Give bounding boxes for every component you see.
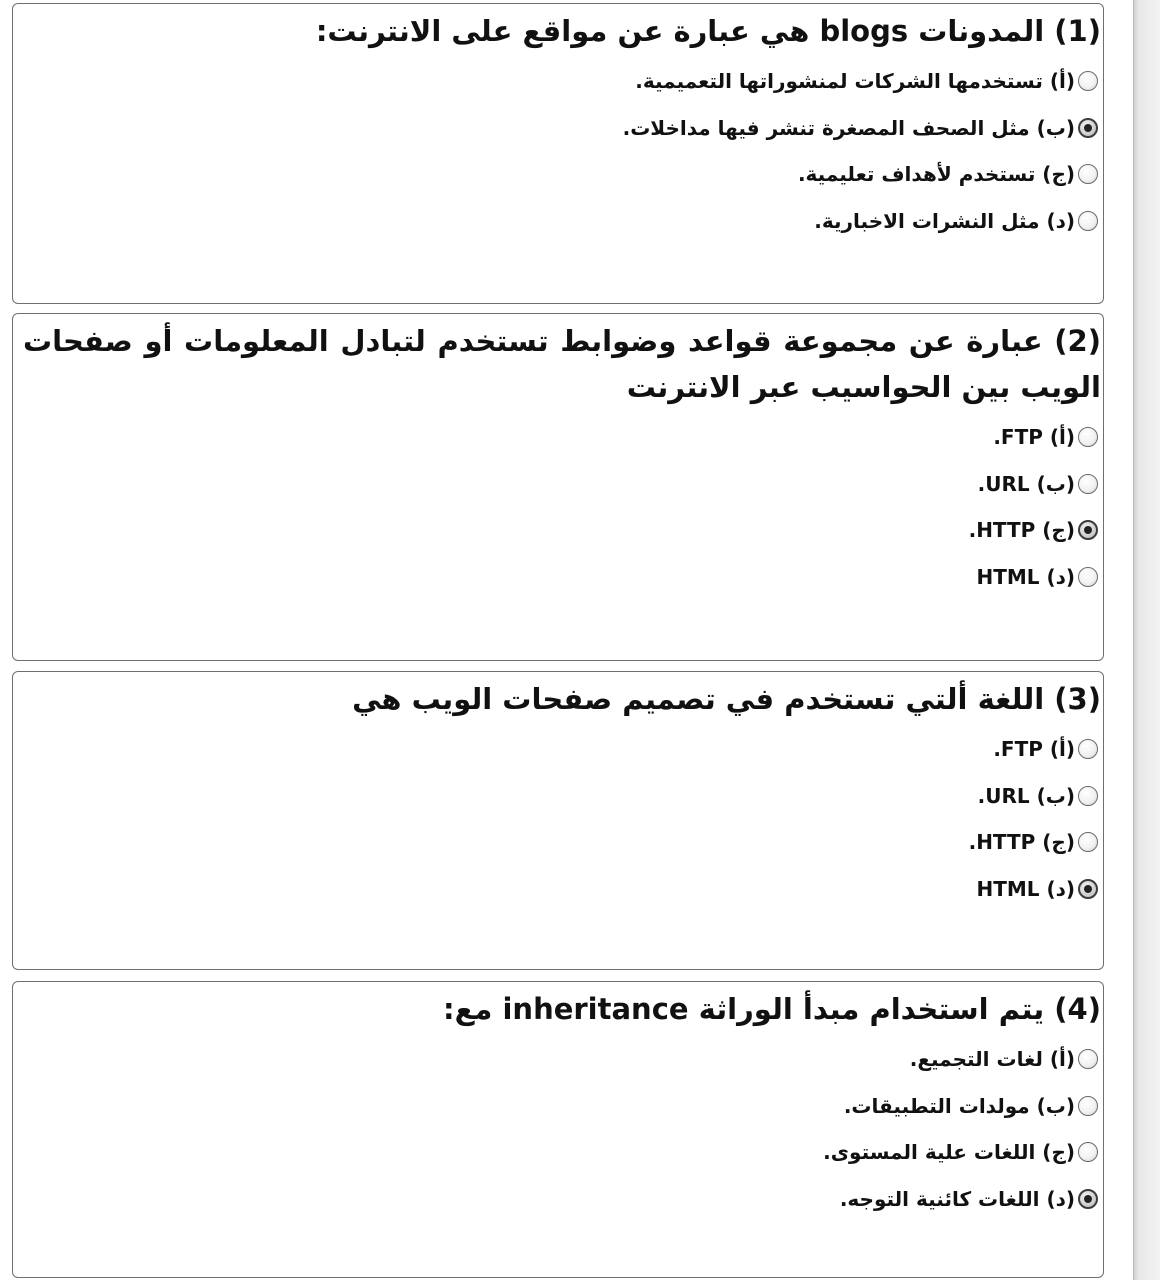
radio-button-icon[interactable]	[1078, 786, 1098, 806]
radio-button-icon[interactable]	[1078, 567, 1098, 587]
option-label: (ب) مثل الصحف المصغرة تنشر فيها مداخلات.	[622, 115, 1075, 140]
radio-button-icon[interactable]	[1078, 427, 1098, 447]
option-label: (ج) HTTP.	[968, 830, 1075, 855]
option-label: (د) HTML	[976, 564, 1075, 589]
option-label: (أ) FTP.	[993, 425, 1075, 450]
option-c[interactable]	[23, 507, 1101, 554]
option-c[interactable]	[23, 151, 1101, 198]
option-d[interactable]	[23, 1176, 1101, 1223]
option-label: (ج) HTTP.	[968, 518, 1075, 543]
option-b[interactable]	[23, 773, 1101, 820]
radio-button-icon[interactable]	[1078, 211, 1098, 231]
option-a[interactable]	[23, 1036, 1101, 1083]
option-label: (ب) URL.	[977, 783, 1075, 808]
option-d[interactable]	[23, 866, 1101, 913]
question-text: (3) اللغة ألتي تستخدم في تصميم صفحات الويب هي	[352, 682, 1101, 716]
option-c[interactable]	[23, 819, 1101, 866]
option-label: (أ) لغات التجميع.	[909, 1047, 1075, 1072]
radio-button-selected-icon[interactable]	[1078, 879, 1098, 899]
radio-button-icon[interactable]	[1078, 739, 1098, 759]
radio-button-icon[interactable]	[1078, 164, 1098, 184]
option-b[interactable]	[23, 461, 1101, 508]
option-a[interactable]	[23, 414, 1101, 461]
option-label: (أ) FTP.	[993, 737, 1075, 762]
question-text: (2) عبارة عن مجموعة قواعد وضوابط تستخدم لتبادل المعلومات أو صفحات الويب بين الحواسيب عبر الانترنت	[23, 324, 1101, 404]
vertical-scrollbar[interactable]	[1133, 0, 1160, 1280]
radio-button-icon[interactable]	[1078, 1049, 1098, 1069]
option-label: (ب) URL.	[977, 471, 1075, 496]
question-text: (1) المدونات blogs هي عبارة عن مواقع على الانترنت:	[315, 14, 1101, 48]
option-b[interactable]	[23, 1083, 1101, 1130]
question-card-4	[12, 981, 1104, 1278]
option-label: (ج) تستخدم لأهداف تعليمية.	[797, 162, 1075, 187]
question-card-3	[12, 671, 1104, 970]
option-a[interactable]	[23, 58, 1101, 105]
radio-button-selected-icon[interactable]	[1078, 118, 1098, 138]
option-d[interactable]	[23, 554, 1101, 601]
radio-button-selected-icon[interactable]	[1078, 520, 1098, 540]
radio-button-icon[interactable]	[1078, 1096, 1098, 1116]
option-label: (أ) تستخدمها الشركات لمنشوراتها التعميمية.	[635, 69, 1075, 94]
radio-button-icon[interactable]	[1078, 1142, 1098, 1162]
question-card-1	[12, 3, 1104, 304]
option-label: (د) اللغات كائنية التوجه.	[839, 1186, 1075, 1211]
radio-button-icon[interactable]	[1078, 832, 1098, 852]
question-card-2	[12, 313, 1104, 661]
option-label: (د) مثل النشرات الاخبارية.	[814, 208, 1075, 233]
option-d[interactable]	[23, 198, 1101, 245]
radio-button-icon[interactable]	[1078, 474, 1098, 494]
option-label: (ج) اللغات علية المستوى.	[823, 1140, 1075, 1165]
radio-button-selected-icon[interactable]	[1078, 1189, 1098, 1209]
radio-button-icon[interactable]	[1078, 71, 1098, 91]
option-b[interactable]	[23, 105, 1101, 152]
option-c[interactable]	[23, 1129, 1101, 1176]
option-label: (ب) مولدات التطبيقات.	[843, 1093, 1075, 1118]
question-text: (4) يتم استخدام مبدأ الوراثة inheritance مع:	[443, 992, 1101, 1026]
option-a[interactable]	[23, 726, 1101, 773]
option-label: (د) HTML	[976, 876, 1075, 901]
